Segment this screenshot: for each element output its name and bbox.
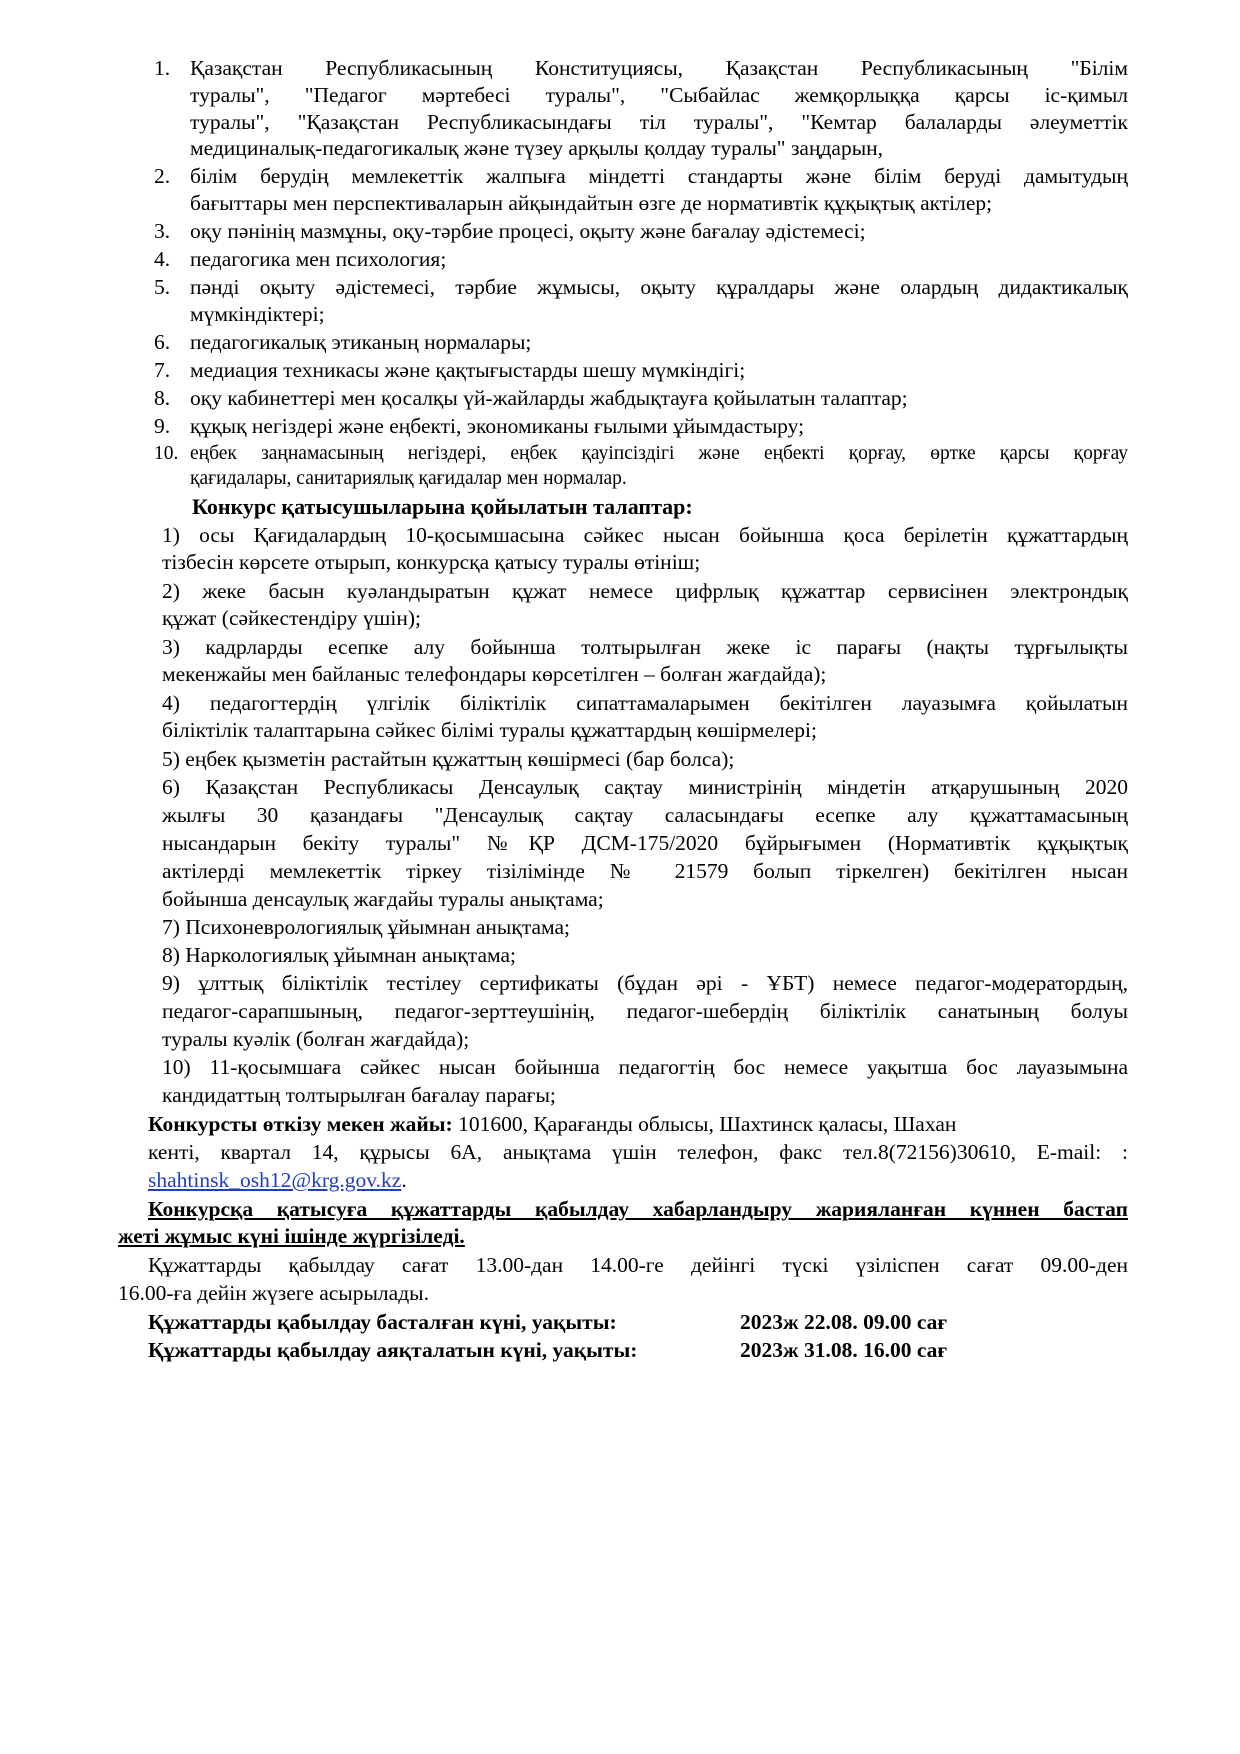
requirement-text: 9) ұлттық біліктілік тестілеу сертификаты (бұдан әрі - ҰБТ) немесе педагог-модератордың, [162, 971, 1128, 995]
notice-line-2: жеті жұмыс күні ішінде жүргізіледі. [118, 1224, 465, 1248]
requirement-text: мекенжайы мен байланыс телефондары көрсетілген – болған жағдайда); [162, 662, 827, 686]
requirement-text: 10) 11-қосымшаға сәйкес нысан бойынша педагогтің бос немесе уақытша бос лауазымына [162, 1055, 1128, 1079]
requirement-text: 6) Қазақстан Республикасы Денсаулық сақтау министрінің міндетін атқарушының 2020 [162, 775, 1128, 799]
list-number: 2. [154, 164, 171, 188]
requirement-text: 4) педагогтердің үлгілік біліктілік сипаттамаларымен бекітілген лауазымға қойылатын [162, 691, 1128, 715]
list-number: 9. [154, 414, 171, 438]
list-number: 3. [154, 219, 171, 243]
email-suffix: . [401, 1168, 407, 1192]
address-line-1 [148, 1110, 1128, 1138]
list-item-text: медиация техникасы және қақтығыстарды шешу мүмкіндігі; [190, 358, 746, 382]
notice-line-1: Конкурсқа қатысуға құжаттарды қабылдау хабарландыру жарияланған күннен бастап [148, 1197, 1128, 1221]
start-date-value: 2023ж 22.08. 09.00 сағ [740, 1310, 948, 1334]
requirement-text: актілерді мемлекеттік тіркеу тізілімінде № 21579 болып тіркелген) бекітілген нысан [162, 859, 1128, 883]
email-link[interactable]: shahtinsk_osh12@krg.gov.kz [148, 1168, 402, 1192]
address-value: 101600, Қарағанды облысы, Шахтинск қаласы, Шахан [452, 1112, 957, 1136]
list-number: 10. [154, 443, 179, 464]
list-item-text: бағыттары мен перспективаларын айқындайтын өзге де нормативтік құқықтық актілер; [190, 191, 993, 215]
list-item-text: педагогикалық этиканың нормалары; [190, 330, 532, 354]
list-item-text: еңбек заңнамасының негіздері, еңбек қауіпсіздігі және еңбекті қорғау, өртке қарсы қорғау [190, 443, 1128, 464]
requirement-text: құжат (сәйкестендіру үшін); [162, 606, 421, 630]
requirement-text: тізбесін көрсете отырып, конкурсқа қатысу туралы өтініш; [162, 550, 701, 574]
requirement-text: біліктілік талаптарына сәйкес білімі туралы құжаттардың көшірмелері; [162, 718, 817, 742]
list-item-text: медициналық-педагогикалық және түзеу арқылы қолдау туралы" заңдарын, [190, 136, 884, 160]
list-item-text: туралы", "Педагог мәртебесі туралы", "Сыбайлас жемқорлыққа қарсы іс-қимыл [190, 83, 1128, 107]
list-number: 5. [154, 275, 171, 299]
requirement-text: нысандарын бекіту туралы" №ҚР ДСМ-175/2020 бұйрығымен (Нормативтік құқықтық [162, 831, 1128, 855]
requirement-text: 7) Психоневрологиялық ұйымнан анықтама; [162, 915, 570, 939]
requirement-text: кандидаттың толтырылған бағалау парағы; [162, 1083, 556, 1107]
list-item-text: қағидалары, санитариялық қағидалар мен нормалар. [190, 468, 627, 489]
list-number: 1. [154, 56, 171, 80]
list-item-text: мүмкіндіктері; [190, 302, 325, 326]
requirement-text: бойынша денсаулық жағдайы туралы анықтама; [162, 887, 604, 911]
list-item-text: Қазақстан Республикасының Конституциясы, Қазақстан Республикасының "Білім [190, 56, 1128, 80]
list-item-text: туралы", "Қазақстан Республикасындағы тіл туралы", "Кемтар балаларды әлеуметтік [190, 110, 1128, 134]
end-date-value: 2023ж 31.08. 16.00 сағ [740, 1338, 948, 1362]
requirement-text: 5) еңбек қызметін растайтын құжаттың көшірмесі (бар болса); [162, 747, 735, 771]
requirement-text: 1) осы Қағидалардың 10-қосымшасына сәйкес нысан бойынша қоса берілетін құжаттардың [162, 523, 1128, 547]
list-item-text: пәнді оқыту әдістемесі, тәрбие жұмысы, оқыту құралдары және олардың дидактикалық [190, 275, 1128, 299]
address-label: Конкурсты өткізу мекен жайы: [148, 1112, 453, 1136]
list-number: 6. [154, 330, 171, 354]
hours-line-1: Құжаттарды қабылдау сағат 13.00-дан 14.00-ге дейінгі түскі үзіліспен сағат 09.00-ден [148, 1253, 1128, 1277]
list-number: 8. [154, 386, 171, 410]
list-item-text: оқу кабинеттері мен қосалқы үй-жайларды жабдықтауға қойылатын талаптар; [190, 386, 908, 410]
requirement-text: 3) кадрларды есепке алу бойынша толтырылған жеке іс парағы (нақты тұрғылықты [162, 635, 1128, 659]
requirement-text: педагог-сарапшының, педагог-зерттеушінің, педагог-шебердің біліктілік санатының болуы [162, 999, 1128, 1023]
address-line-2: кенті, квартал 14, құрысы 6А, анықтама үшін телефон, факс тел.8(72156)30610, E-mail: : [148, 1140, 1128, 1164]
address-line-3 [148, 1166, 407, 1194]
list-number: 7. [154, 358, 171, 382]
requirement-text: 2) жеке басын куәландыратын құжат немесе цифрлық құжаттар сервисінен электрондық [162, 579, 1128, 603]
hours-line-2: 16.00-ға дейін жүзеге асырылады. [118, 1281, 429, 1305]
requirement-text: 8) Наркологиялық ұйымнан анықтама; [162, 943, 516, 967]
start-date-label: Құжаттарды қабылдау басталған күні, уақыты: [148, 1310, 617, 1334]
requirement-text: туралы куәлік (болған жағдайда); [162, 1027, 470, 1051]
requirements-heading: Конкурс қатысушыларына қойылатын талаптар: [192, 494, 693, 519]
list-number: 4. [154, 247, 171, 271]
requirement-text: жылғы 30 қазандағы "Денсаулық сақтау саласындағы есепке алу құжаттамасының [162, 803, 1128, 827]
end-date-label: Құжаттарды қабылдау аяқталатын күні, уақыты: [148, 1338, 638, 1362]
list-item-text: білім берудің мемлекеттік жалпыға міндетті стандарты және білім беруді дамытудың [190, 164, 1128, 188]
list-item-text: оқу пәнінің мазмұны, оқу-тәрбие процесі, оқыту және бағалау әдістемесі; [190, 219, 866, 243]
list-item-text: құқық негіздері және еңбекті, экономиканы ғылыми ұйымдастыру; [190, 414, 805, 438]
list-item-text: педагогика мен психология; [190, 247, 447, 271]
